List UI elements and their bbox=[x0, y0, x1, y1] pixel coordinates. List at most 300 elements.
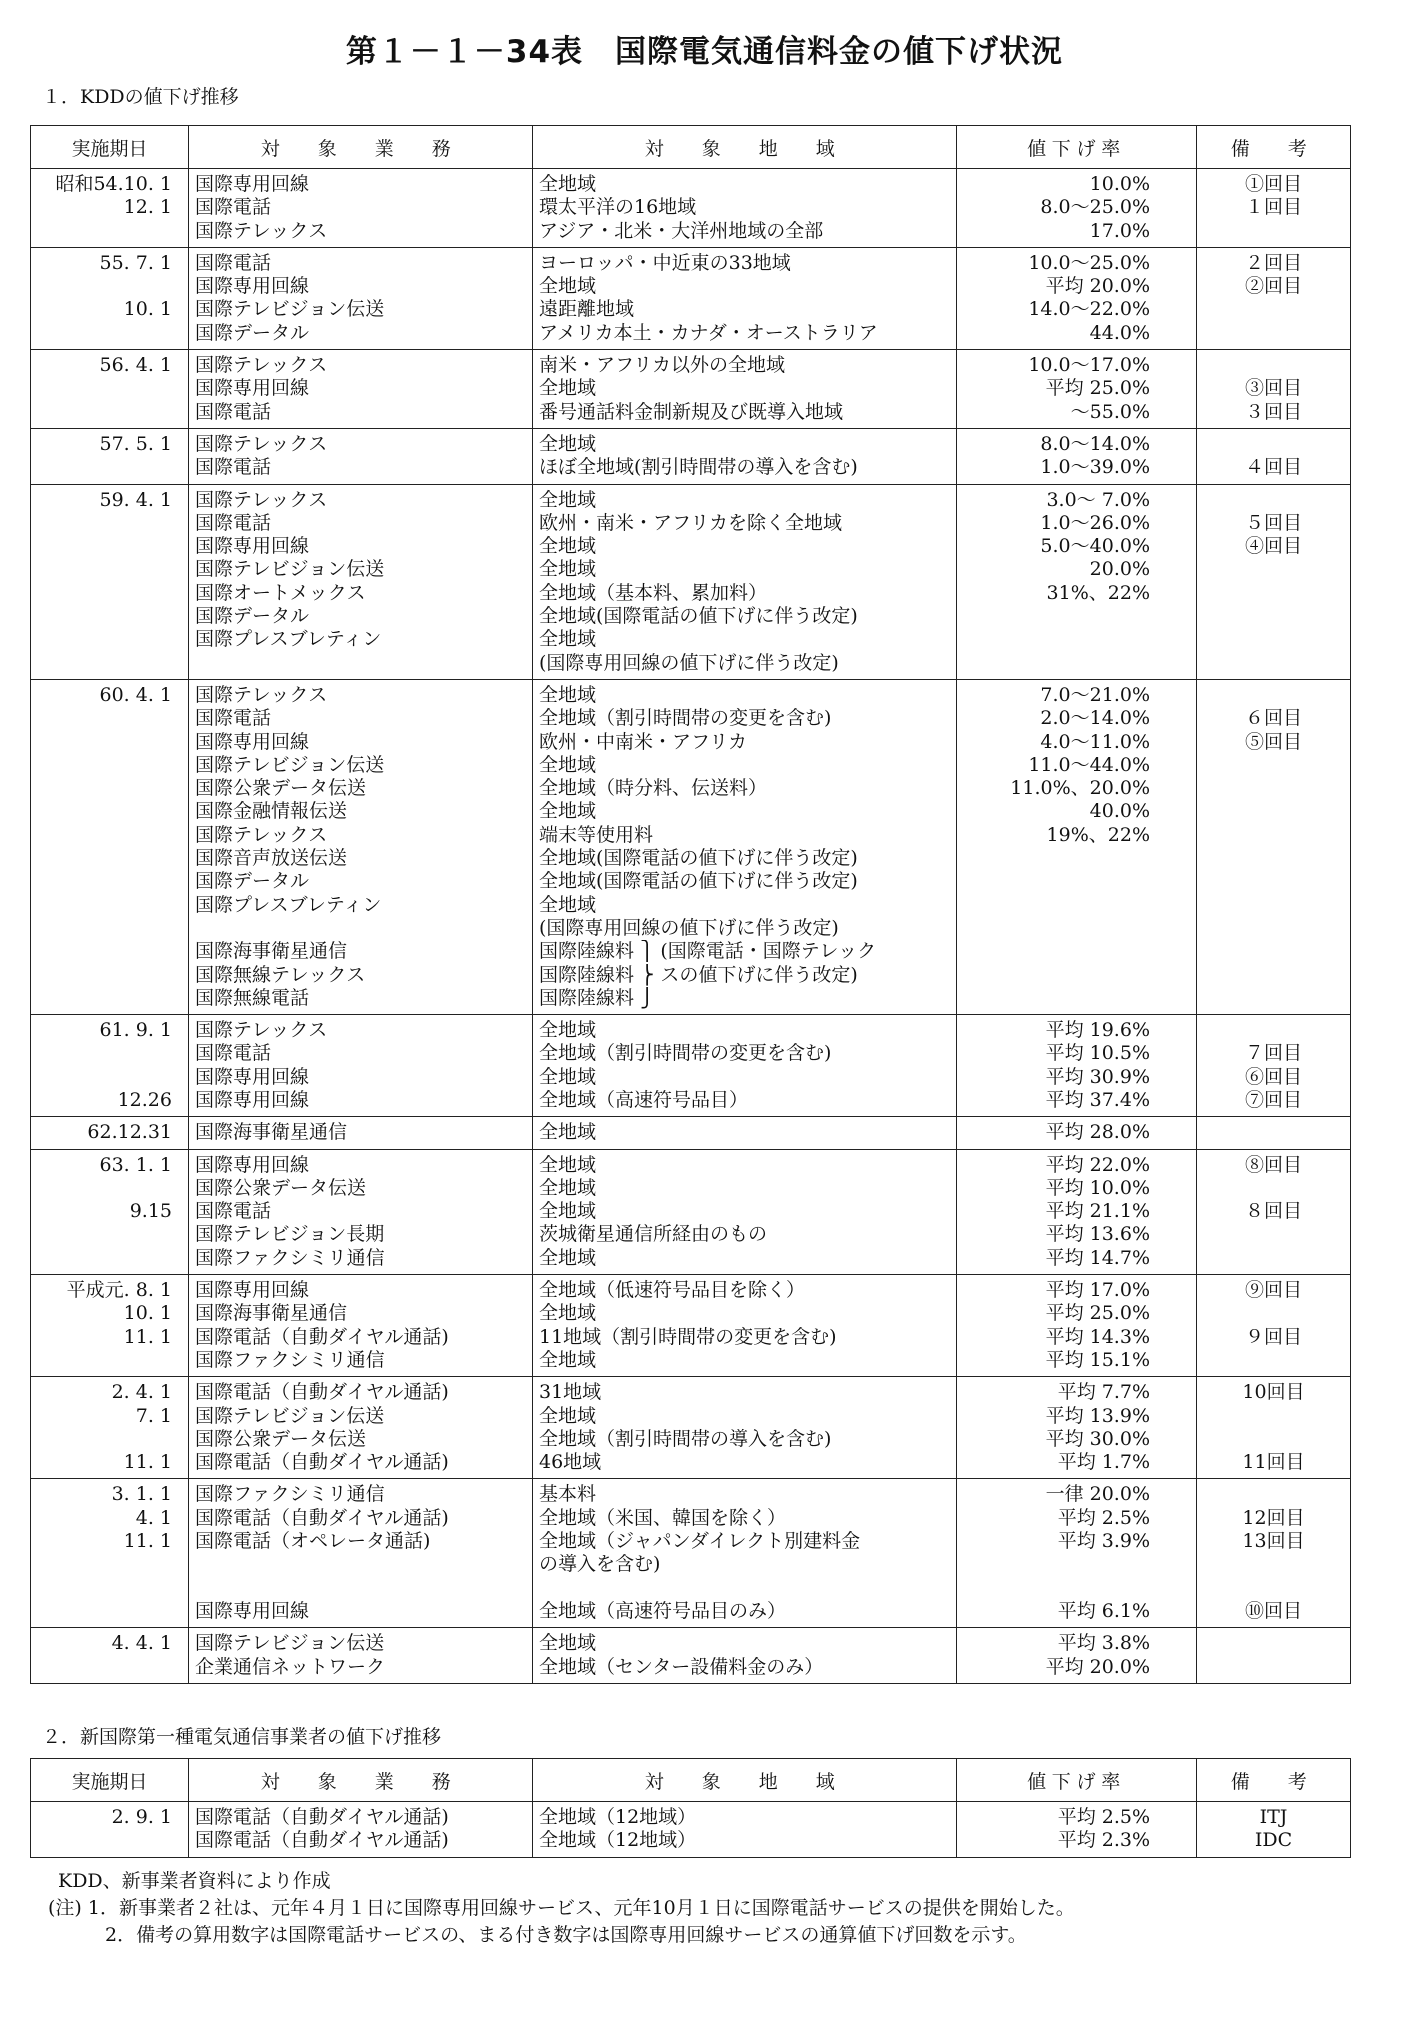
cell-line: 62.12.31 bbox=[87, 1121, 172, 1144]
cell-line: 全地域 bbox=[539, 1019, 597, 1042]
cell-line: 全地域 bbox=[539, 1065, 597, 1088]
cell-line bbox=[37, 1042, 182, 1065]
cell-line bbox=[37, 1349, 182, 1372]
note-cell bbox=[1197, 1628, 1351, 1684]
table-row-group bbox=[31, 428, 1351, 484]
cell-line bbox=[37, 777, 182, 800]
footnote-2: 2．備考の算用数字は国際電話サービスの、まる付き数字は国際専用回線サービスの通算値下げ回数を示す。 bbox=[48, 1924, 1027, 1946]
cell-line: 全地域 bbox=[539, 488, 597, 511]
cell-line bbox=[1203, 894, 1344, 917]
cell-line bbox=[1203, 1483, 1344, 1506]
table-row-group bbox=[31, 350, 1351, 429]
cell-line: 4. 4. 1 bbox=[111, 1632, 172, 1655]
cell-line: 国際プレスブレティン bbox=[195, 893, 382, 916]
cell-line: 国際電話（自動ダイヤル通話) bbox=[195, 1806, 449, 1828]
table-row bbox=[31, 1628, 1351, 1684]
cell-line bbox=[963, 847, 1190, 870]
cell-line: 17.0% bbox=[1089, 219, 1150, 242]
cell-line: 国際テレビジョン伝送 bbox=[195, 753, 385, 776]
cell-line: 31地域 bbox=[539, 1381, 602, 1404]
cell-line bbox=[37, 1577, 182, 1600]
area-cell bbox=[533, 1802, 957, 1858]
table-row-group bbox=[31, 1802, 1351, 1858]
area-cell bbox=[533, 1149, 957, 1274]
table-row-group bbox=[31, 1117, 1351, 1149]
cell-line: ヨーロッパ・中近東の33地域 bbox=[539, 251, 791, 274]
cell-line bbox=[37, 322, 182, 345]
cell-line bbox=[37, 731, 182, 754]
cell-line: ７回目 bbox=[1244, 1042, 1302, 1065]
cell-line: 全地域（センター設備料金のみ） bbox=[539, 1655, 824, 1678]
cell-line: 国際テレビジョン伝送 bbox=[195, 1632, 385, 1655]
cell-line: 国際専用回線 bbox=[195, 1088, 310, 1111]
cell-line bbox=[1203, 1632, 1344, 1655]
cell-line: 11. 1 bbox=[123, 1530, 172, 1553]
cell-line: 国際公衆データ伝送 bbox=[195, 777, 367, 800]
cell-line: 平均 2.3% bbox=[1057, 1829, 1150, 1852]
rate-cell bbox=[957, 169, 1197, 248]
cell-line bbox=[37, 1600, 182, 1623]
cell-line: 国際専用回線 bbox=[195, 1153, 310, 1176]
cell-line bbox=[37, 987, 182, 1010]
cell-line: 平均 6.1% bbox=[1057, 1599, 1150, 1622]
rate-cell bbox=[957, 350, 1197, 429]
cell-line: 44.0% bbox=[1089, 321, 1150, 344]
cell-line: ⑥回目 bbox=[1244, 1065, 1302, 1088]
section-1-heading: １．KDDの値下げ推移 bbox=[42, 86, 239, 108]
cell-line bbox=[37, 275, 182, 298]
cell-line: 全地域 bbox=[539, 1632, 597, 1655]
service-cell bbox=[189, 484, 533, 679]
header-service: 対 象 業 務 bbox=[189, 126, 533, 169]
cell-line: 国際テレビジョン伝送 bbox=[195, 558, 385, 581]
cell-line bbox=[1203, 800, 1344, 823]
cell-line: 11. 1 bbox=[123, 1451, 172, 1474]
cell-line: ～55.0% bbox=[1070, 400, 1150, 423]
table-row-group bbox=[31, 247, 1351, 349]
cell-line: 全地域 bbox=[539, 432, 597, 455]
cell-line: 11. 1 bbox=[123, 1325, 172, 1348]
cell-line: 国際公衆データ伝送 bbox=[195, 1176, 367, 1199]
cell-line: 13回目 bbox=[1242, 1530, 1305, 1553]
cell-line: の導入を含む) bbox=[539, 1553, 661, 1576]
cell-line bbox=[1203, 433, 1344, 456]
date-cell bbox=[31, 484, 189, 679]
cell-line: 全地域 bbox=[539, 683, 597, 706]
rate-cell bbox=[957, 1149, 1197, 1274]
date-cell bbox=[31, 428, 189, 484]
cell-line bbox=[1203, 605, 1344, 628]
note-cell bbox=[1197, 1275, 1351, 1377]
cell-line: 5.0～40.0% bbox=[1040, 535, 1150, 558]
table-row-group bbox=[31, 679, 1351, 1014]
cell-line: 全地域 bbox=[539, 893, 597, 916]
cell-line: 国際電話 bbox=[195, 251, 272, 274]
cell-line bbox=[1203, 354, 1344, 377]
cell-line: 8.0～25.0% bbox=[1040, 196, 1150, 219]
cell-line: 平均 20.0% bbox=[1045, 275, 1150, 298]
cell-line: 国際テレビジョン伝送 bbox=[195, 1404, 385, 1427]
cell-line: 全地域（低速符号品目を除く） bbox=[539, 1279, 806, 1302]
cell-line bbox=[37, 558, 182, 581]
cell-line: 平均 28.0% bbox=[1045, 1121, 1150, 1144]
cell-line bbox=[963, 964, 1190, 987]
cell-line bbox=[1203, 1302, 1344, 1325]
cell-line: 国際電話 bbox=[195, 456, 272, 479]
cell-line: 国際ファクシミリ通信 bbox=[195, 1483, 385, 1506]
rate-cell bbox=[957, 1117, 1197, 1149]
cell-line bbox=[1203, 847, 1344, 870]
cell-line: 全地域 bbox=[539, 1176, 597, 1199]
cell-line: 国際電話（自動ダイヤル通話) bbox=[195, 1506, 449, 1529]
cell-line bbox=[1203, 582, 1344, 605]
date-cell bbox=[31, 1628, 189, 1684]
cell-line: 遠距離地域 bbox=[539, 298, 635, 321]
area-cell bbox=[533, 428, 957, 484]
cell-line: 2. 4. 1 bbox=[111, 1381, 172, 1404]
service-cell bbox=[189, 1015, 533, 1117]
table-row bbox=[31, 484, 1351, 679]
cell-line: ５回目 bbox=[1244, 511, 1302, 534]
cell-line: 平均 19.6% bbox=[1045, 1019, 1150, 1042]
cell-line bbox=[37, 1829, 182, 1852]
area-cell bbox=[533, 1275, 957, 1377]
cell-line: 平均 2.5% bbox=[1057, 1806, 1150, 1828]
date-cell bbox=[31, 350, 189, 429]
section-2-heading: ２．新国際第一種電気通信事業者の値下げ推移 bbox=[42, 1726, 442, 1748]
cell-line bbox=[37, 917, 182, 940]
cell-line bbox=[963, 917, 1190, 940]
table-row bbox=[31, 1149, 1351, 1274]
cell-line: 全地域（基本料、累加料） bbox=[539, 581, 768, 604]
area-cell bbox=[533, 1377, 957, 1479]
cell-line: 全地域 bbox=[539, 1200, 597, 1223]
cell-line: 国際プレスブレティン bbox=[195, 628, 382, 651]
cell-line: 国際電話 bbox=[195, 707, 272, 730]
cell-line: 国際専用回線 bbox=[195, 1279, 310, 1302]
footnote-1: (注) 1．新事業者２社は、元年４月１日に国際専用回線サービス、元年10月１日に国際電話サービスの提供を開始した。 bbox=[48, 1897, 1075, 1919]
cell-line: 国際テレックス bbox=[195, 432, 328, 455]
cell-line: 全地域 bbox=[539, 800, 597, 823]
cell-line: 国際電話（自動ダイヤル通話) bbox=[195, 1451, 449, 1474]
cell-line: ③回目 bbox=[1244, 377, 1302, 400]
cell-line bbox=[1203, 1247, 1344, 1270]
rate-cell bbox=[957, 679, 1197, 1014]
cell-line: 平均 17.0% bbox=[1045, 1279, 1150, 1302]
cell-line: (国際専用回線の値下げに伴う改定) bbox=[539, 916, 839, 939]
cell-line: 平均 25.0% bbox=[1045, 1302, 1150, 1325]
date-cell bbox=[31, 1015, 189, 1117]
cell-line: 端末等使用料 bbox=[539, 823, 654, 846]
cell-line: 平均 3.8% bbox=[1057, 1632, 1150, 1655]
header-note: 備 考 bbox=[1197, 126, 1351, 169]
cell-line: 全地域（割引時間帯の導入を含む) bbox=[539, 1427, 832, 1450]
cell-line bbox=[963, 628, 1190, 651]
cell-line: 57. 5. 1 bbox=[99, 432, 172, 455]
cell-line bbox=[37, 1247, 182, 1270]
cell-line bbox=[195, 1577, 526, 1600]
date-cell bbox=[31, 1479, 189, 1628]
cell-line: 国際テレックス bbox=[195, 1019, 328, 1042]
cell-line: 全地域(国際電話の値下げに伴う改定) bbox=[539, 847, 858, 870]
cell-line: 31%、22% bbox=[1046, 581, 1150, 604]
cell-line: 11地域（割引時間帯の変更を含む) bbox=[539, 1325, 837, 1348]
cell-line: アジア・北米・大洋州地域の全部 bbox=[539, 219, 824, 242]
cell-line: 平均 13.6% bbox=[1045, 1223, 1150, 1246]
cell-line: 国際電話（自動ダイヤル通話) bbox=[195, 1829, 449, 1852]
cell-line: 11.0%、20.0% bbox=[1010, 777, 1150, 800]
cell-line: 全地域 bbox=[539, 558, 597, 581]
cell-line bbox=[37, 1656, 182, 1679]
cell-line bbox=[195, 1553, 526, 1576]
cell-line: 国際電話 bbox=[195, 1200, 272, 1223]
rate-cell bbox=[957, 1377, 1197, 1479]
cell-line: 平均 30.9% bbox=[1045, 1065, 1150, 1088]
table-row bbox=[31, 1479, 1351, 1628]
cell-line: 昭和54.10. 1 bbox=[55, 173, 172, 195]
cell-line: 平均 1.7% bbox=[1057, 1451, 1150, 1474]
header-rate: 値下げ率 bbox=[957, 126, 1197, 169]
cell-line bbox=[37, 824, 182, 847]
cell-line: 7.0～21.0% bbox=[1040, 683, 1150, 706]
table-row-group bbox=[31, 1275, 1351, 1377]
cell-line: 全地域（高速符号品目） bbox=[539, 1088, 749, 1111]
notes-block bbox=[48, 1868, 1075, 1949]
cell-line bbox=[37, 652, 182, 675]
cell-line bbox=[963, 870, 1190, 893]
cell-line: 全地域 bbox=[539, 173, 597, 195]
service-cell bbox=[189, 1275, 533, 1377]
cell-line: ④回目 bbox=[1244, 535, 1302, 558]
cell-line: ②回目 bbox=[1244, 275, 1302, 298]
cell-line: 全地域（割引時間帯の変更を含む) bbox=[539, 707, 832, 730]
cell-line: 4. 1 bbox=[135, 1506, 172, 1529]
cell-line bbox=[1203, 1177, 1344, 1200]
cell-line: 55. 7. 1 bbox=[99, 251, 172, 274]
cell-line bbox=[1203, 489, 1344, 512]
cell-line: 国際電話（自動ダイヤル通話) bbox=[195, 1381, 449, 1404]
cell-line: 10. 1 bbox=[123, 298, 172, 321]
cell-line: 平均 22.0% bbox=[1045, 1153, 1150, 1176]
table-row-group bbox=[31, 1149, 1351, 1274]
cell-line: 国際専用回線 bbox=[195, 275, 310, 298]
cell-line: IDC bbox=[1254, 1829, 1293, 1852]
date-cell bbox=[31, 1275, 189, 1377]
cell-line bbox=[195, 652, 526, 675]
area-cell bbox=[533, 1117, 957, 1149]
cell-line: 国際テレックス bbox=[195, 683, 328, 706]
cell-line: 10.0% bbox=[1089, 173, 1150, 195]
date-cell bbox=[31, 247, 189, 349]
cell-line bbox=[539, 1577, 950, 1600]
cell-line: 平均 10.0% bbox=[1045, 1176, 1150, 1199]
table-row bbox=[31, 428, 1351, 484]
rate-cell bbox=[957, 484, 1197, 679]
service-cell bbox=[189, 1479, 533, 1628]
service-cell bbox=[189, 1117, 533, 1149]
kdd-rate-table bbox=[30, 125, 1351, 1684]
table-row bbox=[31, 1117, 1351, 1149]
table-header-row bbox=[31, 126, 1351, 169]
cell-line: 国際データル bbox=[195, 321, 310, 344]
cell-line: 61. 9. 1 bbox=[99, 1019, 172, 1042]
cell-line bbox=[1203, 684, 1344, 707]
cell-line: 平均 20.0% bbox=[1045, 1655, 1150, 1678]
cell-line bbox=[1203, 987, 1344, 1010]
table-row-group bbox=[31, 1628, 1351, 1684]
cell-line: 国際金融情報伝送 bbox=[195, 800, 348, 823]
cell-line: 国際無線電話 bbox=[195, 986, 310, 1009]
cell-line: 国際電話（自動ダイヤル通話) bbox=[195, 1325, 449, 1348]
cell-line: 全地域（時分料、伝送料） bbox=[539, 777, 768, 800]
cell-line bbox=[963, 652, 1190, 675]
header-service: 対 象 業 務 bbox=[189, 1759, 533, 1802]
cell-line: (国際専用回線の値下げに伴う改定) bbox=[539, 651, 839, 674]
cell-line bbox=[37, 1553, 182, 1576]
area-cell bbox=[533, 169, 957, 248]
area-cell bbox=[533, 679, 957, 1014]
cell-line: 1.0～39.0% bbox=[1040, 456, 1150, 479]
cell-line bbox=[963, 940, 1190, 963]
cell-line: 全地域（12地域） bbox=[539, 1806, 697, 1828]
cell-line: 平成元. 8. 1 bbox=[66, 1279, 172, 1302]
date-cell bbox=[31, 1802, 189, 1858]
table-row-group bbox=[31, 1377, 1351, 1479]
cell-line: 国際データル bbox=[195, 605, 310, 628]
cell-line: ⑨回目 bbox=[1244, 1279, 1302, 1302]
service-cell bbox=[189, 247, 533, 349]
cell-line: 国際海事衛星通信 bbox=[195, 940, 348, 963]
cell-line bbox=[1203, 652, 1344, 675]
cell-line: 平均 3.9% bbox=[1057, 1530, 1150, 1553]
cell-line: 全地域（ジャパンダイレクト別建料金 bbox=[539, 1530, 861, 1553]
cell-line bbox=[37, 1177, 182, 1200]
note-cell bbox=[1197, 1149, 1351, 1274]
service-cell bbox=[189, 1149, 533, 1274]
service-cell bbox=[189, 679, 533, 1014]
cell-line: 欧州・中南米・アフリカ bbox=[539, 730, 748, 753]
cell-line: 環太平洋の16地域 bbox=[539, 196, 697, 219]
cell-line: 19%、22% bbox=[1046, 823, 1150, 846]
cell-line: 国際海事衛星通信 bbox=[195, 1302, 348, 1325]
cell-line: 平均 37.4% bbox=[1045, 1088, 1150, 1111]
cell-line bbox=[37, 535, 182, 558]
cell-line bbox=[37, 220, 182, 243]
cell-line bbox=[37, 707, 182, 730]
cell-line: １回目 bbox=[1244, 196, 1302, 219]
cell-line: 平均 21.1% bbox=[1045, 1200, 1150, 1223]
cell-line: 国際電話 bbox=[195, 511, 272, 534]
table-row-group bbox=[31, 1015, 1351, 1117]
cell-line bbox=[37, 1066, 182, 1089]
header-date: 実施期日 bbox=[31, 126, 189, 169]
cell-line: 国際専用回線 bbox=[195, 535, 310, 558]
cell-line bbox=[1203, 1656, 1344, 1679]
note-cell bbox=[1197, 169, 1351, 248]
cell-line: 国際専用回線 bbox=[195, 1065, 310, 1088]
cell-line: 全地域（米国、韓国を除く） bbox=[539, 1506, 787, 1529]
cell-line: 平均 14.7% bbox=[1045, 1246, 1150, 1269]
cell-line: 国際専用回線 bbox=[195, 173, 310, 195]
cell-line: 12. 1 bbox=[123, 196, 172, 219]
cell-line: 11回目 bbox=[1242, 1451, 1305, 1474]
cell-line: 全地域(国際電話の値下げに伴う改定) bbox=[539, 870, 858, 893]
cell-line: 全地域 bbox=[539, 1153, 597, 1176]
cell-line: 10. 1 bbox=[123, 1302, 172, 1325]
area-cell bbox=[533, 1015, 957, 1117]
table-row-group bbox=[31, 1479, 1351, 1628]
cell-line: 国際専用回線 bbox=[195, 730, 310, 753]
cell-line: 国際専用回線 bbox=[195, 1599, 310, 1622]
cell-line: 国際電話 bbox=[195, 400, 272, 423]
cell-line bbox=[37, 1223, 182, 1246]
cell-line: ６回目 bbox=[1244, 707, 1302, 730]
cell-line: 国際音声放送伝送 bbox=[195, 847, 348, 870]
cell-line: 国際無線テレックス bbox=[195, 963, 366, 986]
cell-line: 平均 2.5% bbox=[1057, 1506, 1150, 1529]
cell-line: アメリカ本土・カナダ・オーストラリア bbox=[539, 321, 878, 344]
cell-line: ①回目 bbox=[1244, 173, 1302, 195]
table-row-group bbox=[31, 484, 1351, 679]
cell-line: 番号通話料金制新規及び既導入地域 bbox=[539, 400, 844, 423]
cell-line bbox=[1203, 1405, 1344, 1428]
table-row bbox=[31, 350, 1351, 429]
cell-line: 12回目 bbox=[1242, 1506, 1305, 1529]
cell-line: 14.0～22.0% bbox=[1028, 298, 1150, 321]
cell-line bbox=[37, 847, 182, 870]
cell-line: 平均 30.0% bbox=[1045, 1427, 1150, 1450]
cell-line: 全地域 bbox=[539, 1121, 597, 1144]
cell-line: 全地域 bbox=[539, 377, 597, 400]
rate-cell bbox=[957, 1275, 1197, 1377]
cell-line bbox=[963, 605, 1190, 628]
note-cell bbox=[1197, 1802, 1351, 1858]
cell-line: 全地域 bbox=[539, 275, 597, 298]
cell-line: 国際ファクシミリ通信 bbox=[195, 1246, 385, 1269]
service-cell bbox=[189, 1377, 533, 1479]
cell-line bbox=[1203, 754, 1344, 777]
cell-line: 4.0～11.0% bbox=[1040, 730, 1150, 753]
area-cell bbox=[533, 1479, 957, 1628]
cell-line: 国際テレックス bbox=[195, 219, 328, 242]
cell-line bbox=[1203, 1428, 1344, 1451]
rate-cell bbox=[957, 428, 1197, 484]
cell-line bbox=[37, 582, 182, 605]
service-cell bbox=[189, 169, 533, 248]
cell-line: 1.0～26.0% bbox=[1040, 511, 1150, 534]
date-cell bbox=[31, 1149, 189, 1274]
cell-line: ９回目 bbox=[1244, 1325, 1302, 1348]
cell-line: 全地域（12地域） bbox=[539, 1829, 697, 1852]
cell-line: ITJ bbox=[1259, 1806, 1288, 1828]
cell-line: 10.0～25.0% bbox=[1028, 251, 1150, 274]
note-cell bbox=[1197, 1015, 1351, 1117]
header-note: 備 考 bbox=[1197, 1759, 1351, 1802]
date-cell bbox=[31, 169, 189, 248]
cell-line bbox=[1203, 964, 1344, 987]
cell-line: 平均 13.9% bbox=[1045, 1404, 1150, 1427]
cell-line bbox=[1203, 322, 1344, 345]
cell-line bbox=[1203, 558, 1344, 581]
cell-line: 平均 15.1% bbox=[1045, 1348, 1150, 1371]
header-date: 実施期日 bbox=[31, 1759, 189, 1802]
area-cell bbox=[533, 350, 957, 429]
cell-line: 平均 14.3% bbox=[1045, 1325, 1150, 1348]
area-cell bbox=[533, 1628, 957, 1684]
cell-line: 国際海事衛星通信 bbox=[195, 1121, 348, 1144]
cell-line: 10回目 bbox=[1242, 1381, 1305, 1404]
note-cell bbox=[1197, 679, 1351, 1014]
